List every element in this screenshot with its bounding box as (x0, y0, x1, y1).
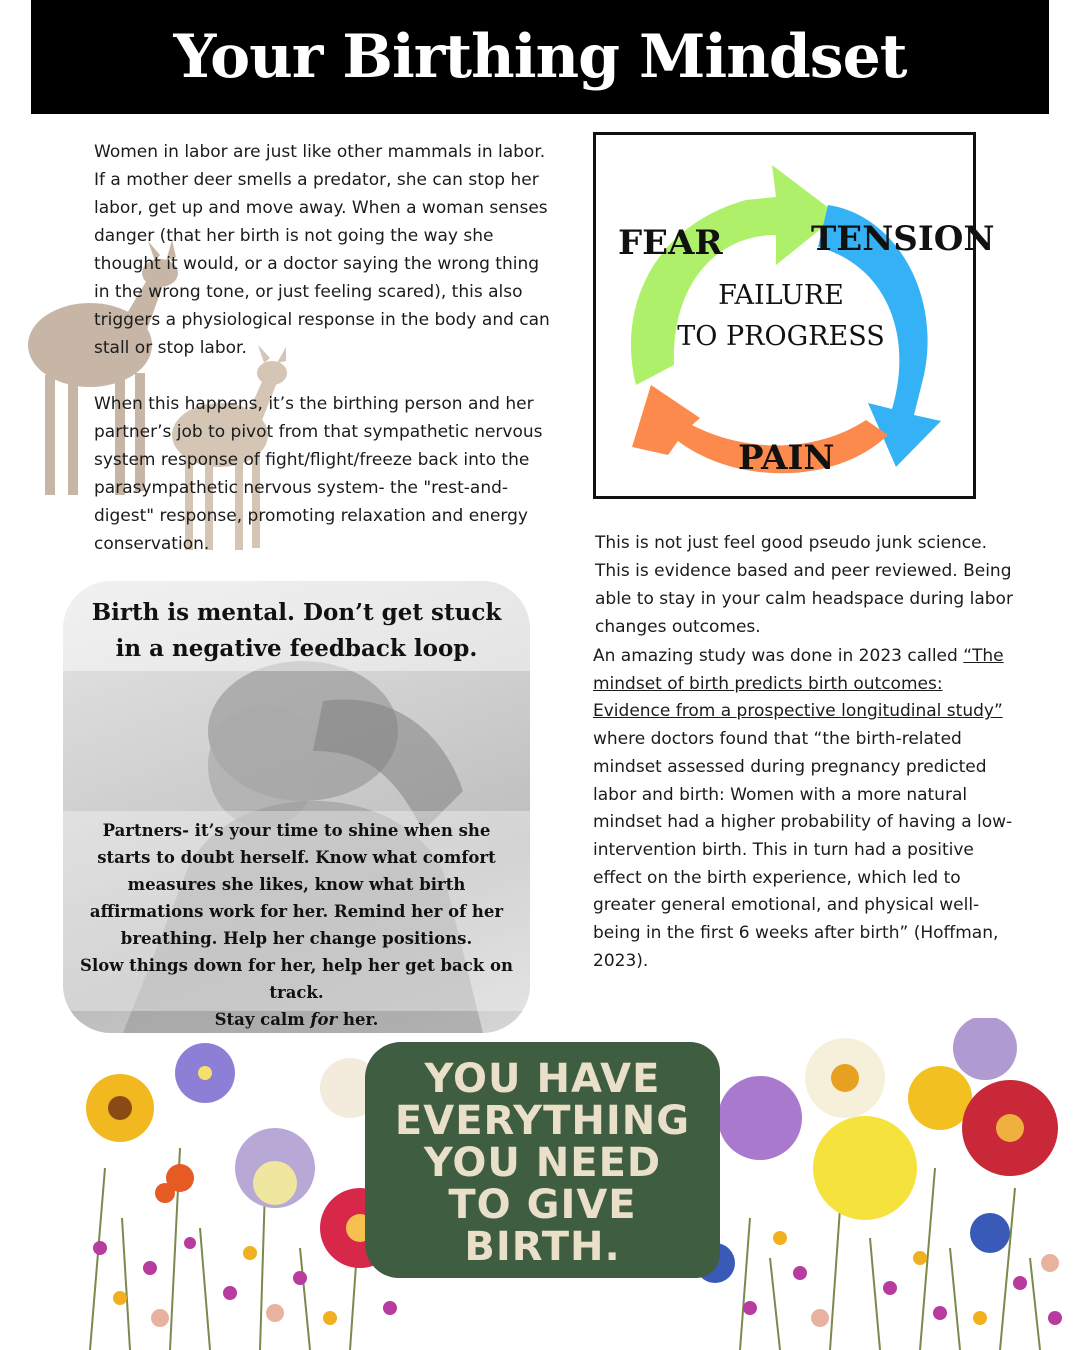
evidence-paragraph: This is not just feel good pseudo junk science. This is evidence based and peer reviewed. Being able to stay in your calm headspace during labor changes outcomes. (595, 533, 1013, 637)
page-title: Your Birthing Mindset (173, 22, 907, 92)
affirmation-line-5: BIRTH. (464, 1224, 621, 1270)
card-heading: Birth is mental. Don’t get stuck in a negative feedback loop. (91, 599, 502, 662)
intro-text (94, 138, 554, 586)
cycle-center-text (656, 275, 906, 357)
evidence-text (595, 529, 1015, 641)
her-text: her. (337, 1010, 379, 1029)
study-rest: where doctors found that “the birth-related mindset assessed during pregnancy predicted labor and birth: Women with a more natural mindset had a higher probability of having a low-intervention birth. This in turn had a positive effect on the birth experience, which led to greater general emotional, and physical well-being in the first 6 weeks after birth” (Hoffman, 2023). (593, 729, 1013, 971)
card-body-part-1: Partners- it’s your time to shine when she starts to doubt herself. Know what comfort measures she likes, know what birth affirmations work for her. Remind her of her breathing. Help her change positions. (89, 821, 504, 948)
center-line-2: TO PROGRESS (677, 321, 885, 352)
affirmation-line-3: YOU NEED (423, 1140, 662, 1186)
partner-card (63, 581, 530, 1033)
intro-paragraph-1: Women in labor are just like other mammals in labor. If a mother deer smells a predator, she can stop her labor, get up and move away. When a woman senses danger (that her birth is not going the way she thought it would, or a doctor saying the wrong thing in the wrong tone, or just feeling scared), this also triggers a physiological response in the body and can stall or stop labor. (94, 142, 550, 358)
for-text: for (310, 1010, 338, 1029)
center-line-1: FAILURE (718, 280, 844, 311)
card-body-part-2: Slow things down for her, help her get back on track. (80, 956, 513, 1002)
study-lead: An amazing study was done in 2023 called (593, 646, 964, 666)
cycle-label-tension: TENSION (811, 219, 995, 259)
card-body (63, 817, 530, 1033)
cycle-label-pain: PAIN (738, 438, 835, 478)
intro-paragraph-2: When this happens, it’s the birthing person and her partner’s job to pivot from that sympathetic nervous system response of fight/flight/freeze back into the parasympathetic nervous system- the "rest-and-digest" response, promoting relaxation and energy conservation. (94, 394, 543, 554)
affirmation-line-1: YOU HAVE (424, 1056, 661, 1102)
affirmation-line-4: TO GIVE (448, 1182, 637, 1228)
affirmation-text (365, 1058, 720, 1268)
affirmation-line-2: EVERYTHING (394, 1098, 691, 1144)
stay-calm-text: Stay calm (214, 1010, 311, 1029)
study-text (593, 643, 1013, 975)
cycle-label-fear: FEAR (618, 223, 723, 263)
title-banner (31, 0, 1049, 114)
study-title-link[interactable]: “The mindset of birth predicts birth outcomes: Evidence from a prospective longitudinal study” (593, 646, 1004, 722)
cycle-diagram (593, 132, 995, 499)
